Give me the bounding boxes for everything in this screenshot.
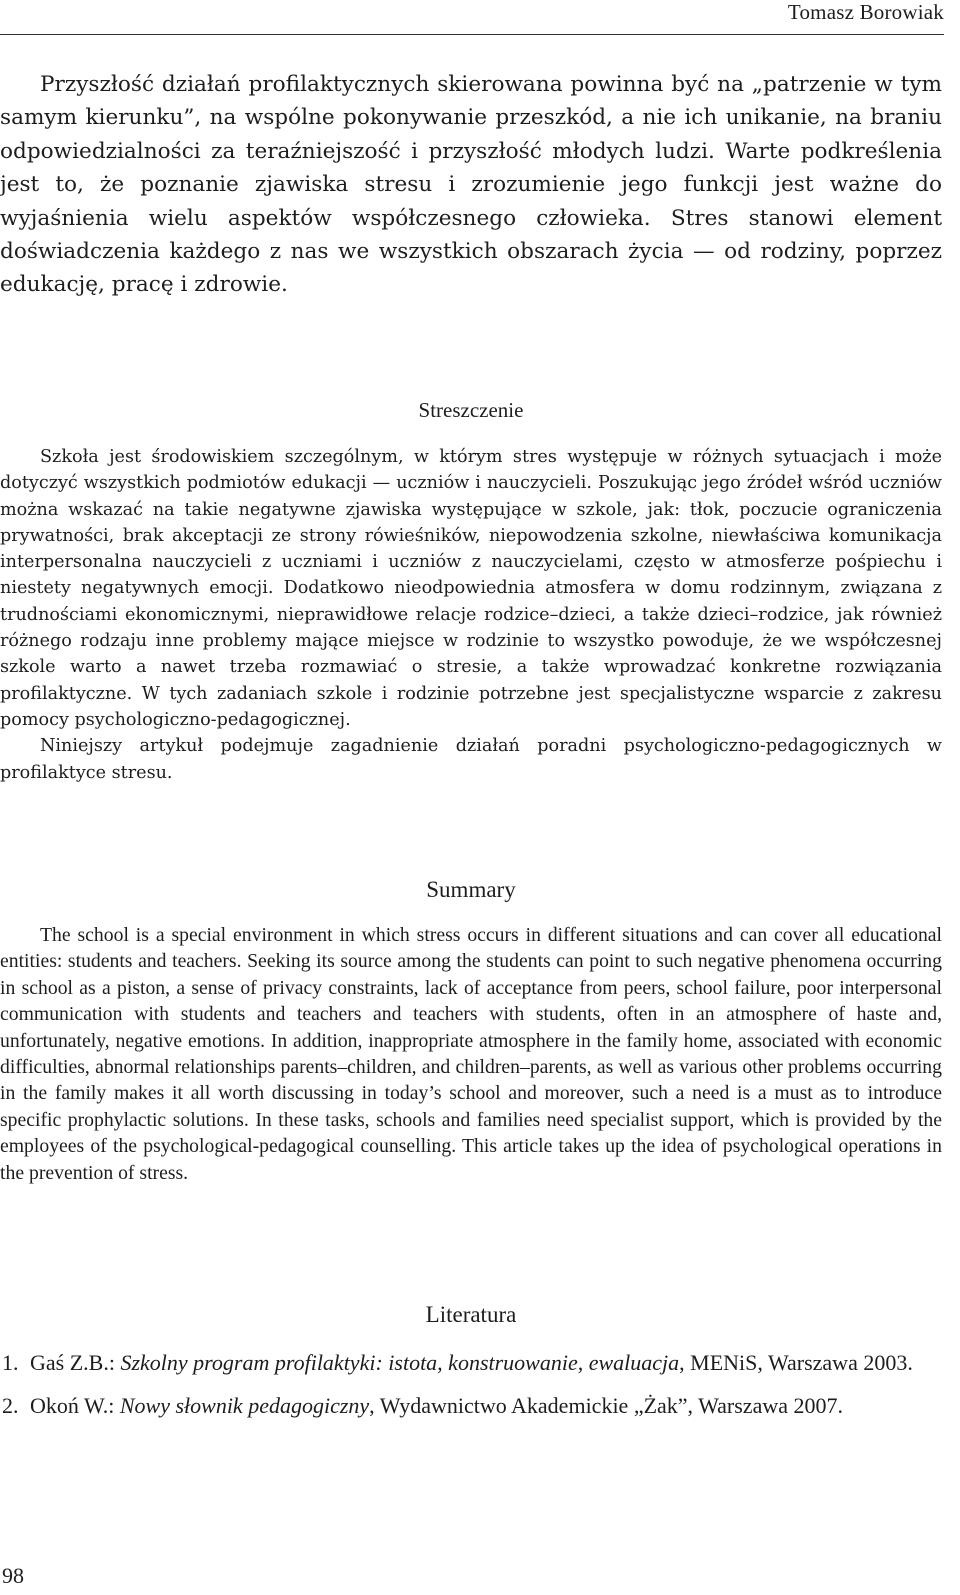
streszczenie-paragraph-1: Szkoła jest środowiskiem szczególnym, w którym stres występuje w różnych sytuacjach i może dotyczyć wszystkich podmiotów edukacji — uczniów i nauczycieli. Poszukując jego źródeł wśród uczniów można wskazać na takie negatywne zjawiska występujące w szkole, jak: tłok, poczucie ograniczenia prywatności, brak akceptacji ze strony rówieśników, niepowodzenia szkolne, niewłaściwa komunikacja interpersonalna nauczycieli z uczniami i uczniów z nauczycielami, często w atmosferze pośpiechu i niestety negatywnych emocji. Dodatkowo nieodpowiednia atmosfera w domu rodzinnym, związana z trudnościami ekonomicznymi, nieprawidłowe relacje rodzice–dzieci, a także dzieci–rodzice, jak również różnego rodzaju inne problemy mające miejsce w rodzinie to wszystko powoduje, że we współczesnej szkole warto a nawet trzeba rozmawiać o stresie, a także wprowadzać konkretne rozwiązania profilaktyczne. W tych zadaniach szkole i rodzinie potrzebne jest specjalistyczne wsparcie z zakresu pomocy psychologiczno-pedagogicznej. <box>0 447 942 730</box>
reference-author: Okoń W.: <box>30 1393 120 1418</box>
streszczenie-heading: Streszczenie <box>418 398 524 422</box>
reference-number: 2. <box>2 1393 19 1418</box>
reference-author: Gaś Z.B.: <box>30 1350 121 1375</box>
summary-heading: Summary <box>426 877 516 902</box>
reference-details: , MENiS, Warszawa 2003. <box>679 1350 913 1375</box>
literatura-heading: Literatura <box>425 1302 517 1327</box>
streszczenie-abstract <box>0 444 942 786</box>
summary-abstract <box>0 922 942 1186</box>
streszczenie-paragraph-2: Niniejszy artykuł podejmuje zagadnienie działań poradni psychologiczno-pedagogicznych w profilaktyce stresu. <box>0 736 942 783</box>
reference-item <box>0 1348 942 1378</box>
reference-title: Nowy słownik pedagogiczny <box>119 1393 370 1418</box>
reference-details: , Wydawnictwo Akademickie „Żak”, Warszawa 2007. <box>369 1393 843 1418</box>
page-number: 98 <box>2 1563 24 1588</box>
reference-list <box>0 1348 942 1434</box>
running-head: Tomasz Borowiak <box>787 0 944 24</box>
summary-paragraph: The school is a special environment in which stress occurs in different situations and can cover all educational entities: students and teachers. Seeking its source among the students can point to such negative phenomena occurring in school as a piston, a sense of privacy constraints, lack of acceptance from peers, school failure, poor interpersonal communication with students and teachers and teachers with students, often in an atmosphere of haste and, unfortunately, negative emotions. In addition, inappropriate atmosphere in the family home, associated with economic difficulties, abnormal relationships parents–children, and children–parents, as well as various other problems occurring in the family makes it all worth discussing in today’s school and moreover, such a need is a must as to introduce specific prophylactic solutions. In these tasks, schools and families need specialist support, which is provided by the employees of the psychological-pedagogical counselling. This article takes up the idea of psychological operations in the prevention of stress. <box>0 924 942 1184</box>
reference-item <box>0 1391 942 1421</box>
header-rule <box>0 34 944 35</box>
reference-number: 1. <box>2 1350 19 1375</box>
reference-title: Szkolny program profilaktyki: istota, konstruowanie, ewaluacja <box>120 1350 680 1375</box>
intro-paragraph: Przyszłość działań profilaktycznych skierowana powinna być na „patrzenie w tym samym kierunku”, na wspólne pokonywanie przeszkód, a nie ich unikanie, na braniu odpowiedzialności za teraźniejszość i przyszłość młodych ludzi. Warte podkreślenia jest to, że poznanie zjawiska stresu i zrozumienie jego funkcji jest ważne do wyjaśnienia wielu aspektów współczesnego człowieka. Stres stanowi element doświadczenia każdego z nas we wszystkich obszarach życia — od rodziny, poprzez edukację, pracę i zdrowie. <box>0 72 942 298</box>
